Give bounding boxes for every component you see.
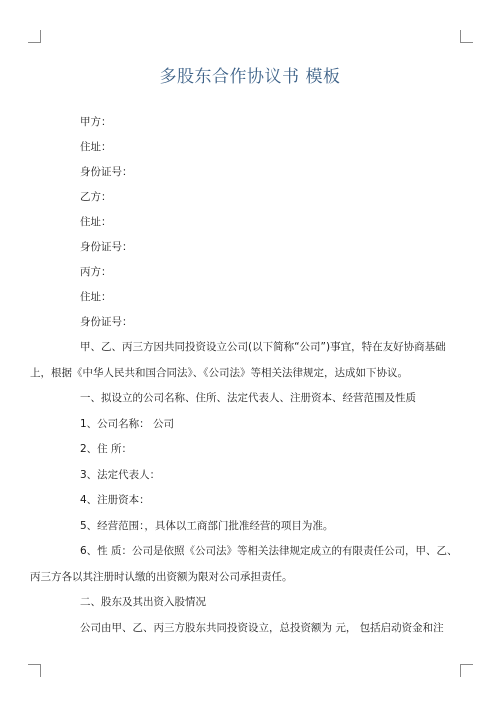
document-title: 多股东合作协议书 模板 <box>159 67 341 87</box>
party-a-id: 身份证号： <box>80 166 133 178</box>
clause-registered-capital: 4、注册资本： <box>80 494 150 506</box>
party-b-id: 身份证号： <box>80 241 133 253</box>
paragraph-line: 公司由甲、乙、丙三方股东共同投资设立，总投资额为 元， 包括启动资金和注 <box>80 622 444 634</box>
clause-legal-rep: 3、法定代表人： <box>80 469 161 481</box>
crop-mark-top-left <box>28 30 41 43</box>
party-c-id: 身份证号： <box>80 316 133 328</box>
clause-nature: 6、性 质：公司是依照《公司法》等相关法律规定成立的有限责任公司，甲、乙、 <box>80 545 458 557</box>
party-c-address: 住址： <box>80 291 112 303</box>
section-heading: 一、拟设立的公司名称、住所、法定代表人、注册资本、经营范围及性质 <box>80 392 416 404</box>
clause-address: 2、住 所： <box>80 443 133 455</box>
clause-company-name: 1、公司名称： 公司 <box>80 418 175 430</box>
party-a-label: 甲方： <box>80 116 112 128</box>
paragraph-line: 上，根据《中华人民共和国合同法》、《公司法》等相关法律规定，达成如下协议。 <box>30 367 408 379</box>
paragraph-line: 丙三方各以其注册时认缴的出资额为限对公司承担责任。 <box>30 571 293 583</box>
party-a-address: 住址： <box>80 141 112 153</box>
paragraph-line: 甲、乙、丙三方因共同投资设立公司(以下简称“公司”)事宜，特在友好协商基础 <box>80 341 446 353</box>
section-heading: 二、股东及其出资入股情况 <box>80 596 206 608</box>
party-b-label: 乙方： <box>80 191 112 203</box>
party-b-address: 住址： <box>80 216 112 228</box>
party-c-label: 丙方： <box>80 266 112 278</box>
crop-mark-bottom-right <box>460 664 473 677</box>
crop-mark-bottom-left <box>28 664 41 677</box>
crop-mark-top-right <box>460 30 473 43</box>
clause-business-scope: 5、经营范围：，具体以工商部门批准经营的项目为准。 <box>80 520 334 532</box>
